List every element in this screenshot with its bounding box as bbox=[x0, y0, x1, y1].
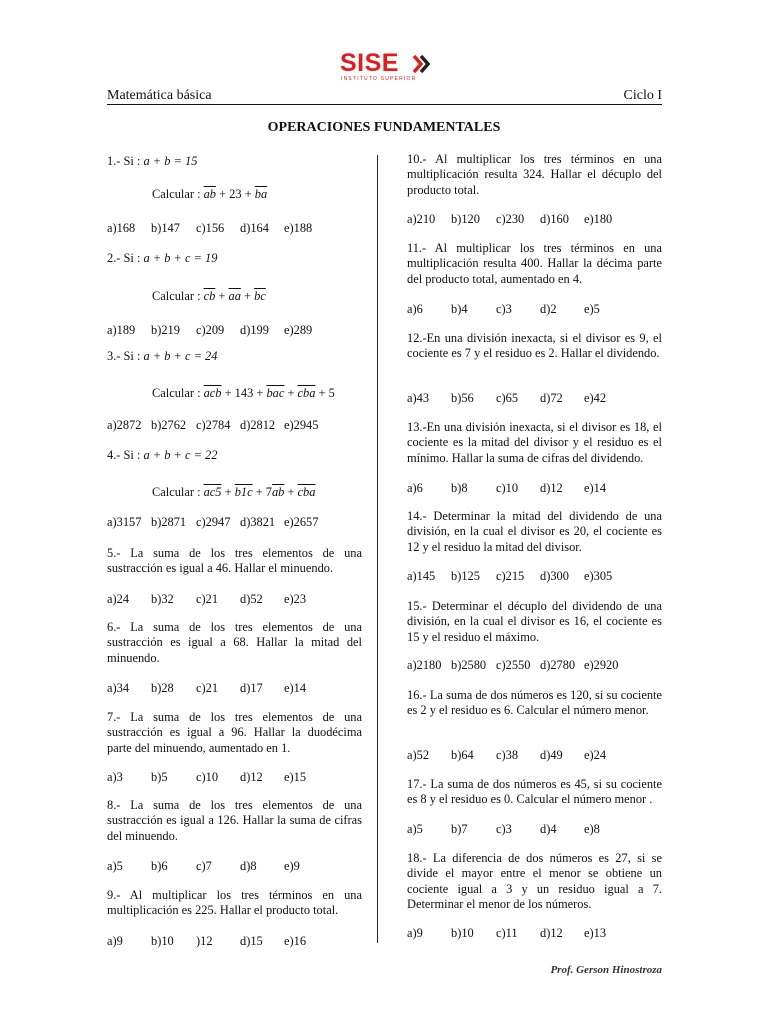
answer-option: a)2180 bbox=[407, 658, 442, 672]
answer-option: d)8 bbox=[240, 859, 257, 873]
answer-option: a)3157 bbox=[107, 515, 142, 529]
answer-option: a)168 bbox=[107, 221, 136, 235]
answer-option: c)209 bbox=[196, 323, 225, 337]
answer-option: e)42 bbox=[584, 391, 607, 405]
answer-option: b)56 bbox=[451, 391, 474, 405]
answer-option: e)13 bbox=[584, 926, 607, 940]
given-condition: a + b + c = 22 bbox=[143, 448, 218, 462]
cycle-label: Ciclo I bbox=[623, 88, 662, 103]
answer-option: a)2872 bbox=[107, 418, 142, 432]
author-footer: Prof. Gerson Hinostroza bbox=[550, 964, 662, 976]
logo-subtitle: INSTITUTO SUPERIOR bbox=[341, 76, 417, 82]
answer-option: d)2780 bbox=[540, 658, 576, 672]
question-15: 15.- Determinar el décuplo del dividendo de una división, en la cual el divisor es 16, el cociente es 15 y el residuo el máximo. bbox=[407, 599, 662, 644]
answer-option: d)52 bbox=[240, 592, 263, 606]
answer-option: e)289 bbox=[284, 323, 313, 337]
question-4 bbox=[107, 448, 362, 463]
answer-option: b)2580 bbox=[451, 658, 487, 672]
answer-option: c)230 bbox=[496, 212, 525, 226]
answer-option: b)64 bbox=[451, 748, 474, 762]
given-condition: a + b + c = 24 bbox=[143, 349, 218, 363]
answer-option: d)72 bbox=[540, 391, 563, 405]
answer-option: e)23 bbox=[284, 592, 307, 606]
answer-option: c)215 bbox=[496, 569, 525, 583]
answer-option: a)9 bbox=[407, 926, 423, 940]
answer-option: c)21 bbox=[196, 592, 219, 606]
question-8: 8.- La suma de los tres elementos de una sustracción es igual a 126. Hallar la suma de cifras del minuendo. bbox=[107, 798, 362, 843]
answer-option: e)9 bbox=[284, 859, 300, 873]
answer-option: a)6 bbox=[407, 302, 423, 316]
page-header bbox=[107, 88, 662, 105]
answer-option: b)6 bbox=[151, 859, 168, 873]
question-number: 1.- Si : bbox=[107, 154, 144, 168]
page-title: OPERACIONES FUNDAMENTALES bbox=[267, 120, 501, 135]
answer-option: b)120 bbox=[451, 212, 480, 226]
answer-option: a)5 bbox=[107, 859, 123, 873]
answer-option: a)52 bbox=[407, 748, 430, 762]
answer-option: d)12 bbox=[540, 926, 563, 940]
question-number: 3.- Si : bbox=[107, 349, 144, 363]
course-name: Matemática básica bbox=[107, 88, 212, 103]
question-11: 11.- Al multiplicar los tres términos en una multiplicación resulta 400. Hallar la décima parte del producto total, aumentado en 4. bbox=[407, 241, 662, 286]
answer-option: c)3 bbox=[496, 822, 512, 836]
question-17: 17.- La suma de dos números es 45, si su cociente es 8 y el residuo es 0. Calcular el número menor . bbox=[407, 777, 662, 807]
question-2 bbox=[107, 251, 362, 266]
answer-option: d)199 bbox=[240, 323, 269, 337]
logo-wordmark: SISE bbox=[340, 49, 399, 77]
answer-option: a)24 bbox=[107, 592, 130, 606]
calculate-expression: Calcular : $\overline{ab} + 23 + \overline{ba}$ bbox=[152, 187, 268, 201]
question-number: 2.- Si : bbox=[107, 251, 144, 265]
question-7: 7.- La suma de los tres elementos de una sustracción es igual a 96. Hallar la duodécima parte del minuendo, aumentado en 1. bbox=[107, 710, 362, 755]
question-12: 12.-En una división inexacta, si el divisor es 9, el cociente es 7 y el residuo es 2. Hallar el dividendo. bbox=[407, 331, 662, 361]
calculate-expression: Calcular : $\overline{cb} + \overline{aa} + \overline{bc}$ bbox=[152, 289, 266, 303]
calculate-expression: Calcular : $ac5 + b1c + 7\overline{ab} + \overline{cba}$ bbox=[152, 485, 316, 499]
answer-option: d)2812 bbox=[240, 418, 276, 432]
question-10: 10.- Al multiplicar los tres términos en una multiplicación resulta 324. Hallar el décuplo del producto total. bbox=[407, 152, 662, 197]
answer-option: a)6 bbox=[407, 481, 423, 495]
answer-option: a)189 bbox=[107, 323, 136, 337]
answer-option: e)2657 bbox=[284, 515, 319, 529]
answer-option: )12 bbox=[196, 934, 213, 948]
question-3 bbox=[107, 349, 362, 364]
answer-option: c)2947 bbox=[196, 515, 231, 529]
answer-option: a)3 bbox=[107, 770, 123, 784]
question-14: 14.- Determinar la mitad del dividendo de una división, en la cual el divisor es 20, el cociente es 12 y el residuo la mitad del divisor. bbox=[407, 509, 662, 554]
question-13: 13.-En una división inexacta, si el divisor es 18, el cociente es la mitad del divisor y el residuo es el mínimo. Hallar la suma de cifras del dividendo. bbox=[407, 420, 662, 465]
answer-option: b)2762 bbox=[151, 418, 187, 432]
answer-option: e)24 bbox=[584, 748, 607, 762]
answer-option: b)219 bbox=[151, 323, 180, 337]
answer-option: d)2 bbox=[540, 302, 557, 316]
question-5: 5.- La suma de los tres elementos de una sustracción es igual a 46. Hallar el minuendo. bbox=[107, 546, 362, 576]
answer-option: e)188 bbox=[284, 221, 313, 235]
answer-option: c)10 bbox=[196, 770, 219, 784]
answer-option: c)11 bbox=[496, 926, 518, 940]
answer-option: c)65 bbox=[496, 391, 519, 405]
answer-option: c)2784 bbox=[196, 418, 231, 432]
answer-option: e)15 bbox=[284, 770, 307, 784]
answer-option: b)10 bbox=[151, 934, 174, 948]
calculate-expression: Calcular : $\overline{acb} + 143 + \overline{bac} + \overline{cba} + 5$ bbox=[152, 386, 335, 400]
answer-option: d)160 bbox=[540, 212, 569, 226]
answer-option: d)164 bbox=[240, 221, 269, 235]
answer-option: c)156 bbox=[196, 221, 225, 235]
answer-option: b)10 bbox=[451, 926, 474, 940]
answer-option: a)43 bbox=[407, 391, 430, 405]
answer-option: a)145 bbox=[407, 569, 436, 583]
answer-option: d)12 bbox=[240, 770, 263, 784]
answer-option: e)5 bbox=[584, 302, 600, 316]
answer-option: d)3821 bbox=[240, 515, 276, 529]
answer-option: b)125 bbox=[451, 569, 480, 583]
answer-option: b)8 bbox=[451, 481, 468, 495]
answer-option: b)2871 bbox=[151, 515, 187, 529]
sise-logo bbox=[340, 51, 432, 84]
answer-option: e)180 bbox=[584, 212, 613, 226]
question-18: 18.- La diferencia de dos números es 27, si se divide el mayor entre el menor se obtiene un cociente igual a 3 y un residuo igual a 7. Determinar el menor de los números. bbox=[407, 851, 662, 911]
question-number: 4.- Si : bbox=[107, 448, 144, 462]
given-condition: a + b = 15 bbox=[143, 154, 198, 168]
answer-option: e)16 bbox=[284, 934, 307, 948]
answer-option: d)49 bbox=[540, 748, 563, 762]
given-condition: a + b + c = 19 bbox=[143, 251, 218, 265]
answer-option: e)2945 bbox=[284, 418, 319, 432]
answer-option: c)38 bbox=[496, 748, 519, 762]
question-1 bbox=[107, 154, 362, 169]
answer-option: b)7 bbox=[451, 822, 468, 836]
answer-option: d)17 bbox=[240, 681, 263, 695]
answer-option: c)10 bbox=[496, 481, 519, 495]
answer-option: b)5 bbox=[151, 770, 168, 784]
answer-option: d)300 bbox=[540, 569, 569, 583]
answer-option: c)3 bbox=[496, 302, 512, 316]
answer-option: a)34 bbox=[107, 681, 130, 695]
answer-option: e)14 bbox=[584, 481, 607, 495]
question-6: 6.- La suma de los tres elementos de una sustracción es igual a 68. Hallar la mitad del minuendo. bbox=[107, 620, 362, 665]
answer-option: e)305 bbox=[584, 569, 613, 583]
answer-option: a)210 bbox=[407, 212, 436, 226]
answer-option: a)9 bbox=[107, 934, 123, 948]
answer-option: b)28 bbox=[151, 681, 174, 695]
answer-option: c)7 bbox=[196, 859, 212, 873]
question-9: 9.- Al multiplicar los tres términos en una multiplicación es 225. Hallar el producto total. bbox=[107, 888, 362, 918]
answer-option: e)14 bbox=[284, 681, 307, 695]
answer-option: e)8 bbox=[584, 822, 600, 836]
answer-option: b)147 bbox=[151, 221, 180, 235]
column-divider bbox=[377, 155, 378, 943]
answer-option: d)15 bbox=[240, 934, 263, 948]
answer-option: d)4 bbox=[540, 822, 557, 836]
answer-option: b)4 bbox=[451, 302, 468, 316]
answer-option: b)32 bbox=[151, 592, 174, 606]
chevron-right-icon bbox=[412, 54, 432, 74]
question-16: 16.- La suma de dos números es 120, si su cociente es 2 y el residuo es 6. Calcular el número menor. bbox=[407, 688, 662, 718]
answer-option: c)2550 bbox=[496, 658, 531, 672]
answer-option: e)2920 bbox=[584, 658, 619, 672]
answer-option: d)12 bbox=[540, 481, 563, 495]
answer-option: a)5 bbox=[407, 822, 423, 836]
answer-option: c)21 bbox=[196, 681, 219, 695]
